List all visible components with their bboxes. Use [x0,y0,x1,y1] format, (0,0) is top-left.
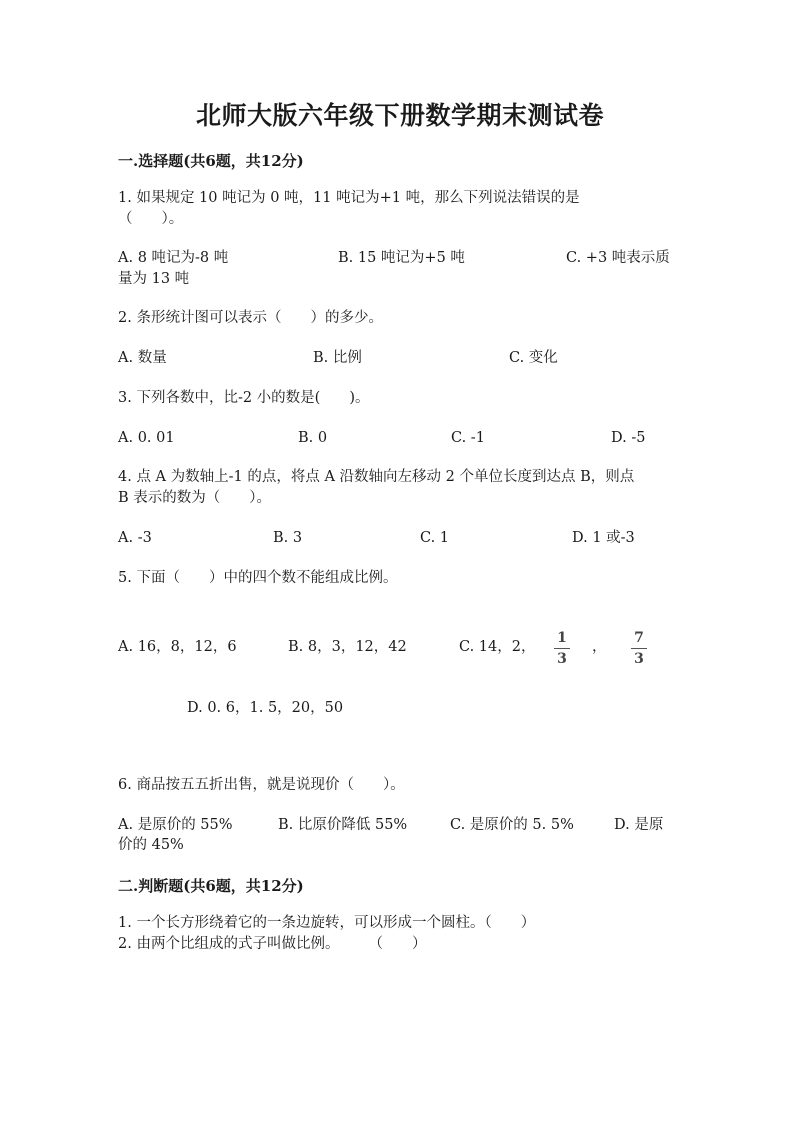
option-c: C. 1 [420,530,450,546]
question-stem: 2. 条形统计图可以表示（ ）的多少。 [118,310,383,326]
fraction-bar [631,648,647,649]
section-heading-choice: 一.选择题(共6题，共12分) [118,152,304,170]
section-heading-judge: 二.判断题(共6题，共12分) [118,877,304,895]
page-title: 北师大版六年级下册数学期末测试卷 [195,101,604,130]
question-stem: 4. 点 A 为数轴上-1 的点，将点 A 沿数轴向左移动 2 个单位长度到达点 B，则点 [118,469,635,485]
option-a: A. 16，8，12，6 [118,639,237,655]
judge-question: 1. 一个长方形绕着它的一条边旋转，可以形成一个圆柱。（ ） [118,915,536,931]
separator: ， [592,639,607,655]
option-c: C. 14，2， [459,639,536,655]
question-stem: 1. 如果规定 10 吨记为 0 吨，11 吨记为+1 吨，那么下列说法错误的是 [118,190,580,206]
option-wrap: 价的 45% [118,837,184,853]
option-d: D. 1 或-3 [572,530,635,546]
question-stem: 6. 商品按五五折出售，就是说现价（ ）。 [118,777,405,793]
option-wrap: 量为 13 吨 [118,271,190,287]
option-c: C. -1 [451,430,485,446]
option-d: D. 是原 [614,817,664,833]
question-stem: 3. 下列各数中，比-2 小的数是( )。 [118,390,370,406]
option-c: C. 变化 [509,350,558,366]
option-a: A. 是原价的 55% [118,817,233,833]
option-a: A. 数量 [118,350,167,366]
option-d: D. -5 [611,430,646,446]
fraction [631,630,647,667]
option-a: A. -3 [118,530,152,546]
option-b: B. 8，3，12，42 [288,639,407,655]
option-a: A. 0. 01 [118,430,175,446]
option-b: B. 0 [298,430,328,446]
question-stem: B 表示的数为（ ）。 [118,490,272,506]
option-d: D. 0. 6，1. 5，20，50 [187,700,344,716]
fraction-numerator: 7 [634,630,644,646]
judge-question: 2. 由两个比组成的式子叫做比例。 （ ） [118,936,427,952]
question-stem: （ ）。 [118,211,184,227]
fraction [554,630,570,667]
fraction-denominator: 3 [557,651,567,667]
option-c: C. 是原价的 5. 5% [450,817,574,833]
option-b: B. 3 [273,530,303,546]
option-a: A. 8 吨记为-8 吨 [118,250,229,266]
fraction-denominator: 3 [634,651,644,667]
fraction-numerator: 1 [557,630,567,646]
fraction-bar [554,648,570,649]
option-c: C. +3 吨表示质 [566,250,670,266]
option-b: B. 15 吨记为+5 吨 [338,250,465,266]
question-stem: 5. 下面（ ）中的四个数不能组成比例。 [118,570,398,586]
option-b: B. 比原价降低 55% [278,817,408,833]
option-b: B. 比例 [313,350,362,366]
